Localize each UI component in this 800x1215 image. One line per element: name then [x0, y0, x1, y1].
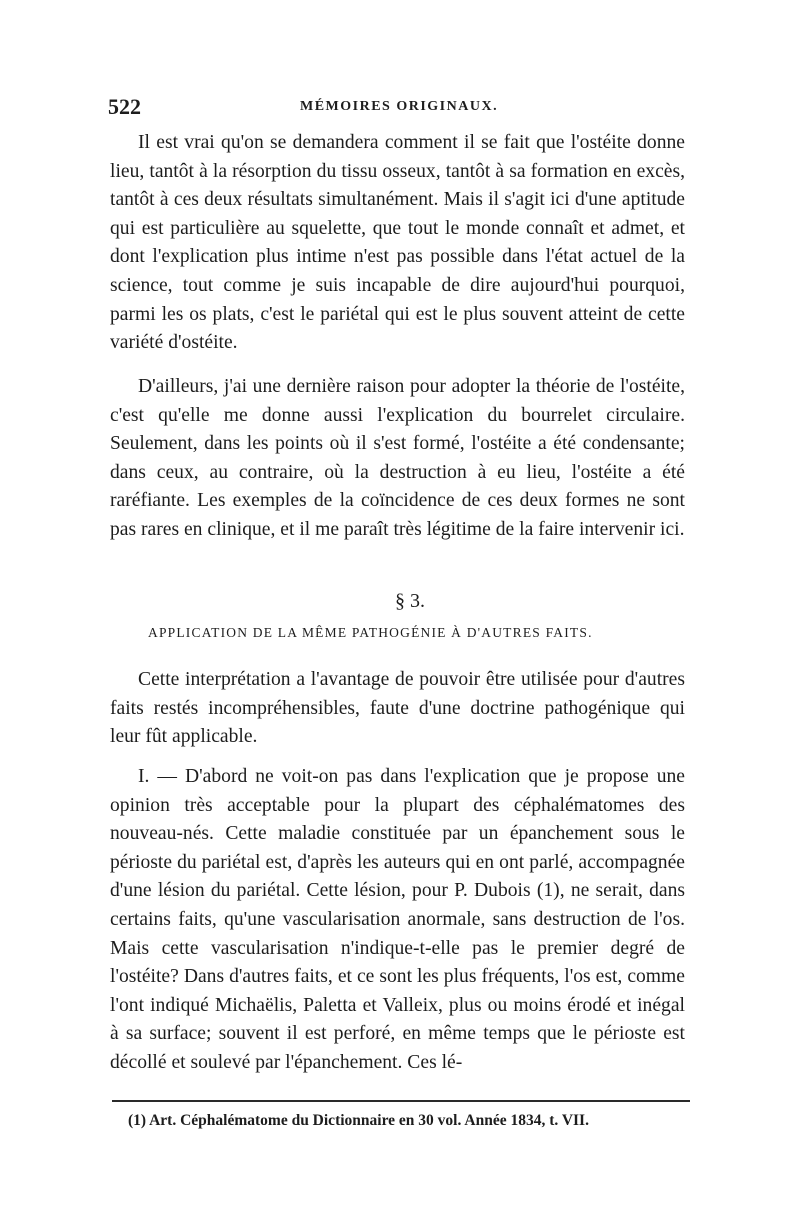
body-paragraph	[110, 666, 685, 752]
section-number: § 3.	[395, 590, 425, 612]
body-paragraph	[110, 373, 685, 545]
footnote-divider	[112, 1100, 690, 1102]
running-head	[108, 94, 698, 120]
paragraph-text: Il est vrai qu'on se demandera comment il se fait que l'ostéite donne lieu, tantôt à la résorption du tissu osseux, tantôt à sa formation en excès, tantôt à ces deux résultats simultanément. Mais il s'agit ici d'une aptitude qui est particulière au squelette, que tout le monde connaît et admet, et dont l'explication plus intime n'est pas possible dans l'état actuel de la science, tout comme je suis incapable de dire aujourd'hui pourquoi, parmi les os plats, c'est le pariétal qui est le plus souvent atteint de cette variété d'ostéite.	[110, 132, 685, 354]
footnote: (1) Art. Céphalématome du Dictionnaire en 30 vol. Année 1834, t. VII.	[128, 1112, 589, 1129]
running-title: MÉMOIRES ORIGINAUX.	[300, 99, 499, 114]
body-paragraph	[110, 129, 685, 358]
paragraph-text: Cette interprétation a l'avantage de pouvoir être utilisée pour d'autres faits restés incompréhensibles, faute d'une doctrine pathogénique qui leur fût applicable.	[110, 669, 685, 748]
body-paragraph	[110, 763, 685, 1078]
paragraph-text: I. — D'abord ne voit-on pas dans l'explication que je propose une opinion très acceptable pour la plupart des céphalématomes des nouveau-nés. Cette maladie constituée par un épanchement sous le périoste du pariétal est, d'après les auteurs qui en ont parlé, accompagnée d'une lésion du pariétal. Cette lésion, pour P. Dubois (1), ne serait, dans certains faits, qu'une vascularisation anormale, sans destruction de l'os. Mais cette vascularisation n'indique-t-elle pas le premier degré de l'ostéite? Dans d'autres faits, et ce sont les plus fréquents, l'os est, comme l'ont indiqué Michaëlis, Paletta et Valleix, plus ou moins érodé et inégal à sa surface; souvent il est perforé, en même temps que le périoste est décollé et soulevé par l'épanchement. Ces lé-	[110, 766, 685, 1073]
paragraph-text: D'ailleurs, j'ai une dernière raison pour adopter la théorie de l'ostéite, c'est qu'elle me donne aussi l'explication du bourrelet circulaire. Seulement, dans les points où il s'est formé, l'ostéite a été condensante; dans ceux, au contraire, où la destruction à eu lieu, l'ostéite a été raréfiante. Les exemples de la coïncidence de ces deux formes ne sont pas rares en clinique, et il me paraît très légitime de la faire intervenir ici.	[110, 376, 685, 540]
page-number: 522	[108, 94, 141, 119]
section-heading: APPLICATION DE LA MÊME PATHOGÉNIE À D'AUTRES FAITS.	[148, 625, 593, 640]
